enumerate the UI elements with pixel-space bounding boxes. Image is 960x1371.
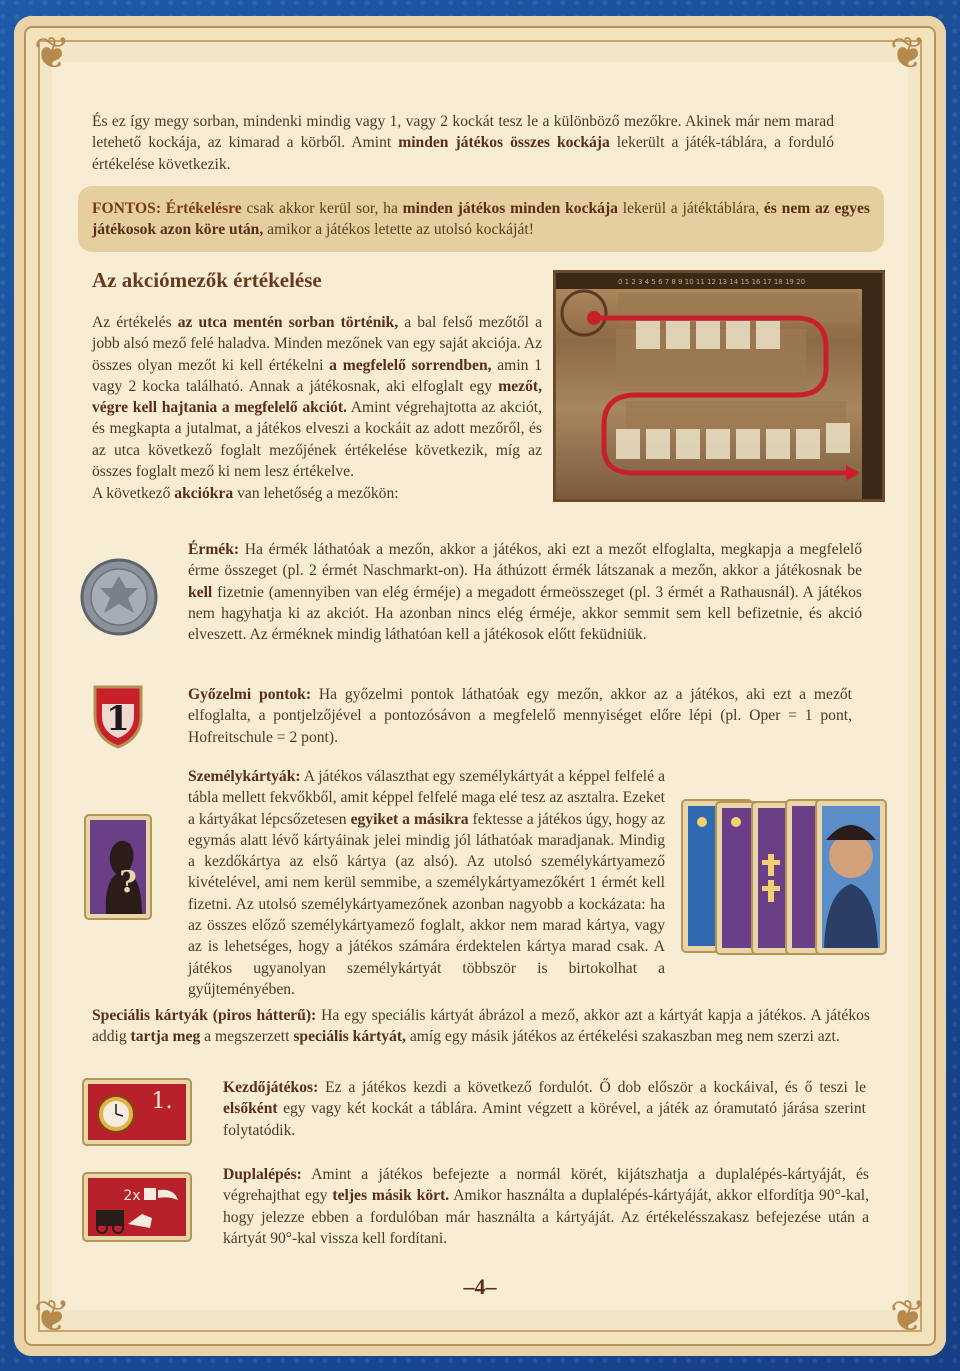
corner-ornament-icon: ❦ xyxy=(33,29,71,78)
corner-ornament-icon: ❦ xyxy=(889,29,927,78)
shield-number: 1 xyxy=(106,699,130,739)
svg-text:0 1 2 3 4 5 6 7 8 9 10 11 12 1: 0 1 2 3 4 5 6 7 8 9 10 11 12 13 14 15 16 17 18 19 20 xyxy=(618,278,806,286)
silver-coin-icon xyxy=(80,558,158,636)
game-board-image xyxy=(553,270,885,502)
section-title: Az akciómezők értékelése xyxy=(92,268,322,292)
coins-paragraph: Érmék: Ha érmék láthatóak a mezőn, akkor a játékos, aki ezt a mezőt elfoglalta, megkapja a megfelelő érme összeget (pl. 2 érmét Naschmarkt-on). Ha áthúzott érmék látszanak a mezőn, akkor a játékosnak be kell fizetnie (amennyiben van elég érméje) a megadott érmeösszeget (pl. 3 érmét a Rathausnál). A játékos nem hagyhatja ki az akciót. Ha azonban nincs elég érméje, akkor semmit sem kell befizetnie, és akció elveszett. Az érméknek mindig láthatóan kell a játékosok előtt feküdniük. xyxy=(188,541,862,644)
person-card-icon xyxy=(84,814,152,920)
victory-points-paragraph: Győzelmi pontok: Ha győzelmi pontok láthatóak egy mezőn, akkor az a játékos, aki ezt a mezőt elfoglalta, a pontjelzőjével a pontozósávon a megfelelő mennyiséget előre lépi (pl. Oper = 1 pont, Hofreitschule = 2 pont). xyxy=(188,686,852,746)
section-paragraph-2: A következő akciókra van lehetőség a mezőkön: xyxy=(92,485,399,502)
double-step-card-icon xyxy=(82,1172,192,1242)
intro-paragraph: És ez így megy sorban, mindenki mindig vagy 1, vagy 2 kockát tesz le a különböző mezőkre. Akinek már nem marad letehető kockája, az kimarad a körből. Amint minden játékos összes kockája lekerült a játék-táblára, a forduló értékelése következik. xyxy=(92,113,834,173)
pocket-watch-card-icon xyxy=(82,1078,192,1146)
victory-shield-icon xyxy=(92,684,144,750)
page-number: –4– xyxy=(463,1274,497,1299)
double-step-paragraph: Duplalépés: Amint a játékos befejezte a normál körét, kijátszhatja a duplalépés-kártyáját, és végrehajthat egy teljes másik kört. Amikor használta a duplalépés-kártyáját, akkor elfordítja 90°-kal, hogy jelezze ebben a fordulóban már használta a kártyáját. Az értékelésszakasz befejezése után a kártyát 90°-kal vissza kell fordítani. xyxy=(223,1166,870,1247)
person-cards-stack-icon xyxy=(680,796,888,958)
corner-ornament-icon: ❦ xyxy=(33,1292,71,1341)
section-paragraph: Az értékelés az utca mentén sorban történik, a bal felső mezőtől a jobb alsó mező felé haladva. Minden mezőnek van egy saját akciója. Az összes olyan mezőt ki kell értékelni a megfelelő sorrendben, amin 1 vagy 2 kocka található. Annak a játékosnak, aki elfoglalt egy mezőt, végre kell hajtania a megfelelő akciót. Amint végrehajtotta az akciót, és megkapta a jutalmat, a játékos elveszi a kockáit az adott mezőről, és az utca következő foglalt mezőjének értékelése következik, míg az összes foglalt mező ki nem lesz értékelve. xyxy=(92,314,542,481)
question-mark: ? xyxy=(119,865,137,900)
important-note-box xyxy=(78,186,884,252)
start-player-paragraph: Kezdőjátékos: Ez a játékos kezdi a következő fordulót. Ő dob először a kockáival, és ő teszi le elsőként egy vagy két kockát a táblára. Amint végzett a körével, a játék az óramutató járása szerint folytatódik. xyxy=(223,1079,866,1139)
start-player-number: 1. xyxy=(151,1089,173,1114)
corner-ornament-icon: ❦ xyxy=(889,1292,927,1341)
special-cards-paragraph: Speciális kártyák (piros hátterű): Ha egy speciális kártyát ábrázol a mező, akkor azt a kártyát kapja a játékos. A játékos addig tartja meg a megszerzett speciális kártyát, amíg egy másik játékos az értékelési szakaszban meg nem szerzi azt. xyxy=(92,1007,870,1046)
important-note-text: FONTOS: Értékelésre csak akkor kerül sor, ha minden játékos minden kockája lekerül a játéktáblára, és nem az egyes játékosok azon köre után, amikor a játékos letette az utolsó kockáját! xyxy=(92,200,870,239)
person-cards-paragraph: Személykártyák: A játékos választhat egy személykártyát a képpel felfelé a tábla mellett fekvőkből, amit képpel felfelé maga elé tesz az asztalra. Ezeket a kártyákat lépcsőzetesen egyiket a másikra fektesse a játékos úgy, hogy az egymás alatt lévő kártyáinak jelei mindig jól láthatóak maradjanak. Mindig a kezdőkártya az első kártya (az alsó). Az utolsó személykártyamező kivételével, ami nem kerül semmibe, a személykártyamezőkért 1 érmét kell fizetni. Az utolsó személykártyamezőnek azonban nagyobb a kockázata: ha az összes előző személykártyamező foglalt, akkor nem marad kártya, vagy az is lehetséges, hogy a játékos számára érdektelen kártya marad csak. A játékos ugyanolyan személykártyát többször is birtokolhat a gyűjteményében. xyxy=(188,768,666,998)
double-step-label: 2x xyxy=(123,1188,141,1204)
